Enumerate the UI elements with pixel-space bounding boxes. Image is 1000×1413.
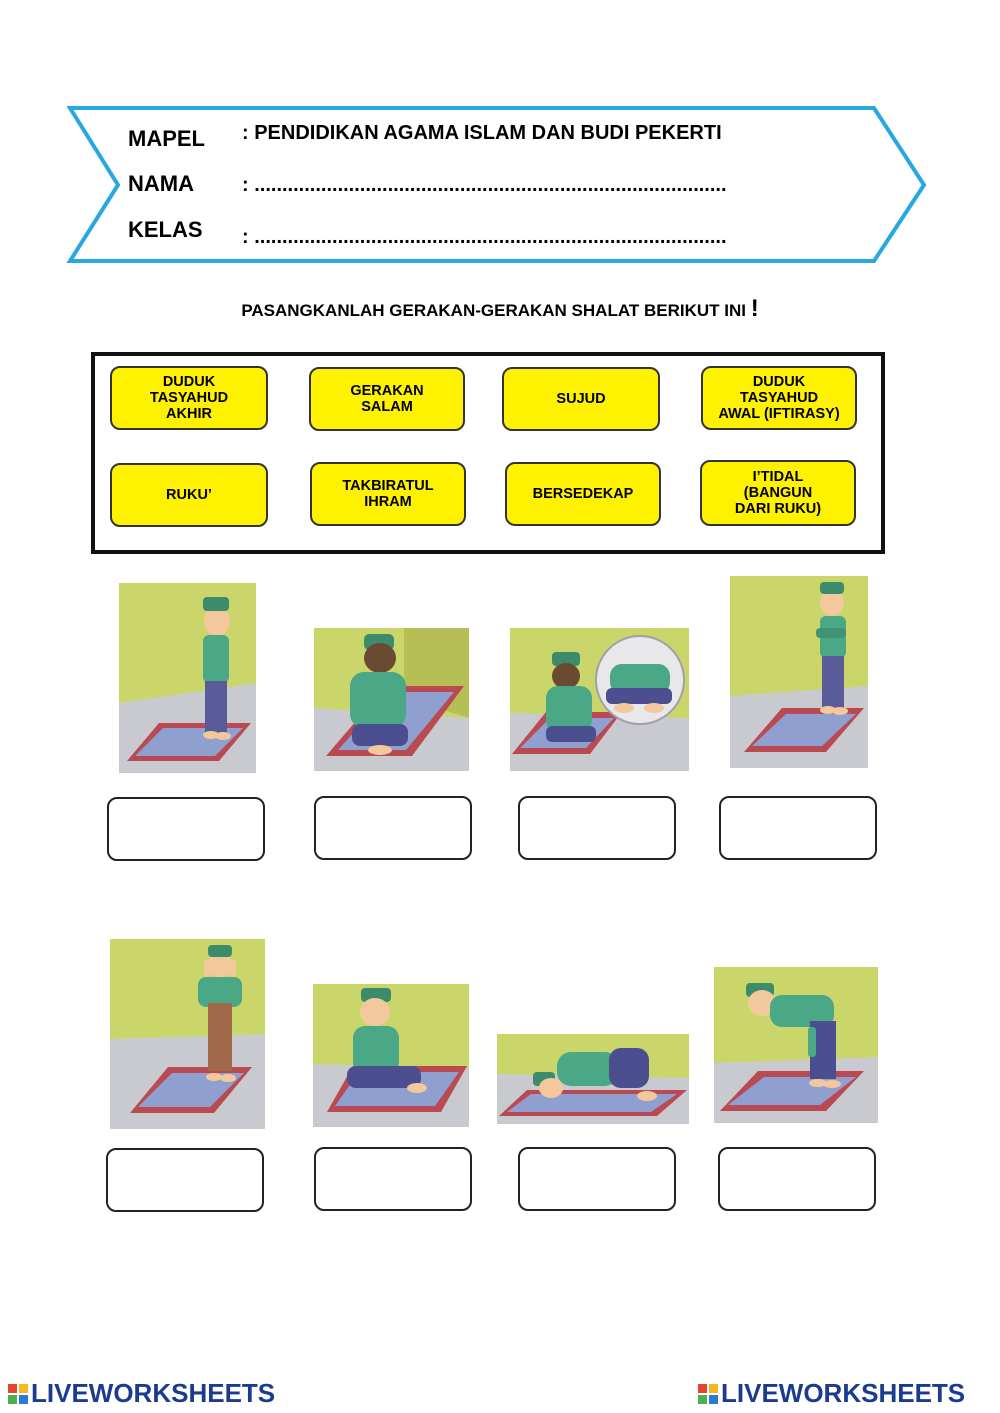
answer-box-4[interactable] bbox=[719, 796, 877, 860]
prayer-image-sitting-back bbox=[314, 628, 469, 771]
answer-box-6[interactable] bbox=[314, 1147, 472, 1211]
option-itidal[interactable]: I’TIDAL (BANGUN DARI RUKU) bbox=[700, 460, 856, 526]
option-gerakan-salam[interactable]: GERAKAN SALAM bbox=[309, 367, 465, 431]
answer-box-1[interactable] bbox=[107, 797, 265, 861]
option-bersedekap[interactable]: BERSEDEKAP bbox=[505, 462, 661, 526]
answer-box-7[interactable] bbox=[518, 1147, 676, 1211]
mapel-label: MAPEL bbox=[128, 126, 205, 151]
option-takbiratul-ihram[interactable]: TAKBIRATUL IHRAM bbox=[310, 462, 466, 526]
prayer-image-prostrating bbox=[497, 1034, 689, 1124]
mapel-value: : PENDIDIKAN AGAMA ISLAM DAN BUDI PEKERTI bbox=[242, 122, 722, 144]
liveworksheets-logo-icon bbox=[8, 1384, 28, 1404]
liveworksheets-logo-icon bbox=[698, 1384, 718, 1404]
answer-box-3[interactable] bbox=[518, 796, 676, 860]
instruction-punct: ! bbox=[750, 295, 759, 322]
prayer-image-bowing bbox=[714, 967, 878, 1123]
kelas-label: KELAS bbox=[128, 217, 203, 242]
answer-input-6[interactable] bbox=[316, 1149, 474, 1211]
answer-box-8[interactable] bbox=[718, 1147, 876, 1211]
answer-box-5[interactable] bbox=[106, 1148, 264, 1212]
nama-label: NAMA bbox=[128, 171, 194, 196]
option-duduk-tasyahud-awal[interactable]: DUDUK TASYAHUD AWAL (IFTIRASY) bbox=[701, 366, 857, 430]
answer-input-7[interactable] bbox=[520, 1149, 678, 1211]
nama-field[interactable]: : ..................................................................................... bbox=[242, 174, 727, 196]
footer-brand-right: LIVEWORKSHEETS bbox=[721, 1378, 966, 1408]
prayer-image-sitting-front bbox=[313, 984, 469, 1127]
footer-logo-left[interactable] bbox=[8, 1378, 275, 1409]
instruction-text: PASANGKANLAH GERAKAN-GERAKAN SHALAT BERIKUT INI bbox=[241, 301, 746, 320]
prayer-image-sitting-inset bbox=[510, 628, 689, 771]
answer-input-5[interactable] bbox=[108, 1150, 266, 1212]
prayer-image-standing bbox=[119, 583, 256, 773]
answer-input-1[interactable] bbox=[109, 799, 267, 861]
answer-input-8[interactable] bbox=[720, 1149, 878, 1211]
prayer-image-arms-folded bbox=[730, 576, 868, 768]
answer-box-2[interactable] bbox=[314, 796, 472, 860]
answer-input-3[interactable] bbox=[520, 798, 678, 860]
kelas-field[interactable]: : ..................................................................................... bbox=[242, 226, 727, 248]
answer-input-2[interactable] bbox=[316, 798, 474, 860]
instruction bbox=[0, 295, 1000, 323]
option-ruku[interactable]: RUKU’ bbox=[110, 463, 268, 527]
prayer-image-hands-raised bbox=[110, 939, 265, 1129]
option-sujud[interactable]: SUJUD bbox=[502, 367, 660, 431]
footer-brand-left: LIVEWORKSHEETS bbox=[31, 1378, 276, 1408]
footer-logo-right[interactable] bbox=[698, 1378, 965, 1409]
option-duduk-tasyahud-akhir[interactable]: DUDUK TASYAHUD AKHIR bbox=[110, 366, 268, 430]
answer-input-4[interactable] bbox=[721, 798, 879, 860]
